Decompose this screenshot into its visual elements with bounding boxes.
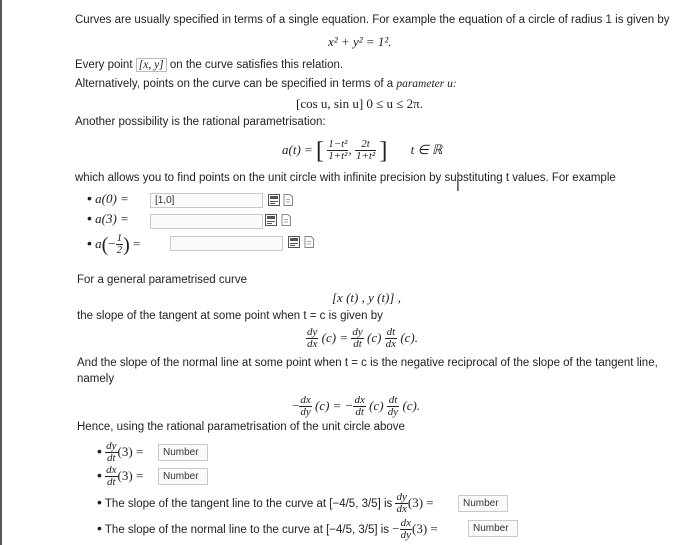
example-a3-label: a(3) = [95, 211, 129, 226]
rational-parametrisation: a(t) = [ $\frac{\text{1−t²}}{\text{1+t²}}$ , $\frac{2t}{\text{1+t²}}$ ] t ∈ ℝ [282, 137, 443, 164]
intro-line-5: which allows you to find points on the unit circle with infinite precision by substituting t values. For example [75, 172, 616, 184]
tangent-slope-input[interactable]: Number [458, 495, 508, 512]
question-normal-suffix: (3) = [412, 521, 438, 536]
text-cursor-icon: I [456, 180, 460, 195]
example-a0: • a(0) = [87, 190, 129, 206]
normal-slope-input[interactable]: Number [468, 520, 518, 537]
point-expression: [x, y] [136, 58, 167, 72]
example-a3: • a(3) = [87, 210, 129, 226]
parameter-word: parameter u: [396, 78, 457, 90]
intro-line-4: Another possibility is the rational parametrisation: [75, 116, 326, 128]
preview-icon[interactable] [288, 236, 300, 248]
curve-expression: [x (t) , y (t)] , [332, 290, 401, 305]
example-a-half: • a(− $\frac{1}{2}$ ) = [87, 232, 141, 257]
left-bracket: [ [316, 137, 324, 164]
fraction-y-num: 2t [355, 139, 376, 151]
question-dy-dt: • $\frac{dy}{dt}$ (3) = [97, 440, 144, 465]
help-icon[interactable] [282, 194, 294, 206]
help-icon[interactable] [280, 214, 292, 226]
param-expression: [cos u, sin u] 0 ≤ u ≤ 2π. [296, 96, 423, 111]
question-tangent: • The slope of the tangent line to the curve at [−4/5, 3/5] is $\frac{dy}{dx}$ (3) = [97, 491, 434, 516]
question-normal-text: The slope of the normal line to the curve at [−4/5, 3/5] is [104, 524, 390, 536]
rational-lhs: a(t) = [282, 142, 313, 157]
right-bracket: ] [379, 137, 388, 164]
fraction-x-den: 1+t² [328, 150, 348, 163]
preview-icon[interactable] [265, 214, 277, 226]
fraction-y [355, 139, 376, 162]
dy-dt-input[interactable]: Number [158, 444, 208, 461]
example-a0-answer[interactable]: [1,0] [150, 193, 263, 208]
question-dx-dt: • $\frac{dx}{dt}$ (3) = [97, 464, 144, 489]
fraction-half [116, 233, 124, 256]
question-dy-dt-suffix: (3) = [117, 444, 144, 459]
example-a0-label: a(0) = [95, 191, 129, 206]
preview-icon[interactable] [268, 194, 280, 206]
question-tangent-text: The slope of the tangent line to the curve at [−4/5, 3/5] is [104, 498, 393, 510]
fraction-half-num: 1 [116, 232, 123, 245]
example-a-half-answer[interactable] [170, 236, 283, 251]
question-dx-dt-suffix: (3) = [117, 468, 144, 483]
example-a-half-label: a [95, 236, 102, 251]
question-tangent-suffix: (3) = [407, 495, 434, 510]
rational-domain: t ∈ ℝ [410, 142, 443, 157]
section2-line-3b: namely [77, 373, 115, 385]
section2-line-3: And the slope of the normal line at some point when t = c is the negative reciprocal of the slope of the tangent line, [77, 357, 658, 369]
intro-line-3-pre: Alternatively, points on the curve can be specified in terms of a [75, 78, 397, 90]
fraction-x [327, 139, 348, 162]
normal-slope-formula: − $\frac{dx}{dy}$ (c) = − $\frac{dx}{dt}$ (c) $\frac{dt}{dy}$ (c). [292, 394, 421, 419]
intro-line-2-post: on the curve satisfies this relation. [166, 59, 344, 71]
fraction-half-den: 2 [116, 244, 123, 257]
fraction-y-den: 1+t² [355, 150, 376, 163]
intro-line-1: Curves are usually specified in terms of a single equation. For example the equation of a circle of radius 1 is given by [75, 14, 670, 26]
circle-equation: x² + y² = 1². [328, 34, 392, 49]
section2-line-2: the slope of the tangent at some point when t = c is given by [77, 310, 383, 322]
intro-line-2-pre: Every point [75, 59, 136, 71]
help-icon[interactable] [303, 236, 315, 248]
example-a-half-equals: = [133, 236, 141, 251]
fraction-x-num: 1−t² [328, 138, 348, 151]
intro-line-2 [75, 59, 343, 71]
tangent-slope-formula: $\frac{dy}{dx}$ (c) = $\frac{dy}{dt}$ (c) $\frac{dt}{dx}$ (c). [307, 326, 418, 351]
dx-dt-input[interactable]: Number [158, 468, 208, 485]
intro-line-3 [75, 78, 457, 90]
section2-line-1: For a general parametrised curve [77, 274, 248, 286]
section2-line-4: Hence, using the rational parametrisation of the unit circle above [77, 421, 405, 433]
question-normal: • The slope of the normal line to the curve at [−4/5, 3/5] is − $\frac{dx}{dy}$ (3) = [97, 517, 438, 542]
example-a3-answer[interactable] [150, 214, 263, 229]
